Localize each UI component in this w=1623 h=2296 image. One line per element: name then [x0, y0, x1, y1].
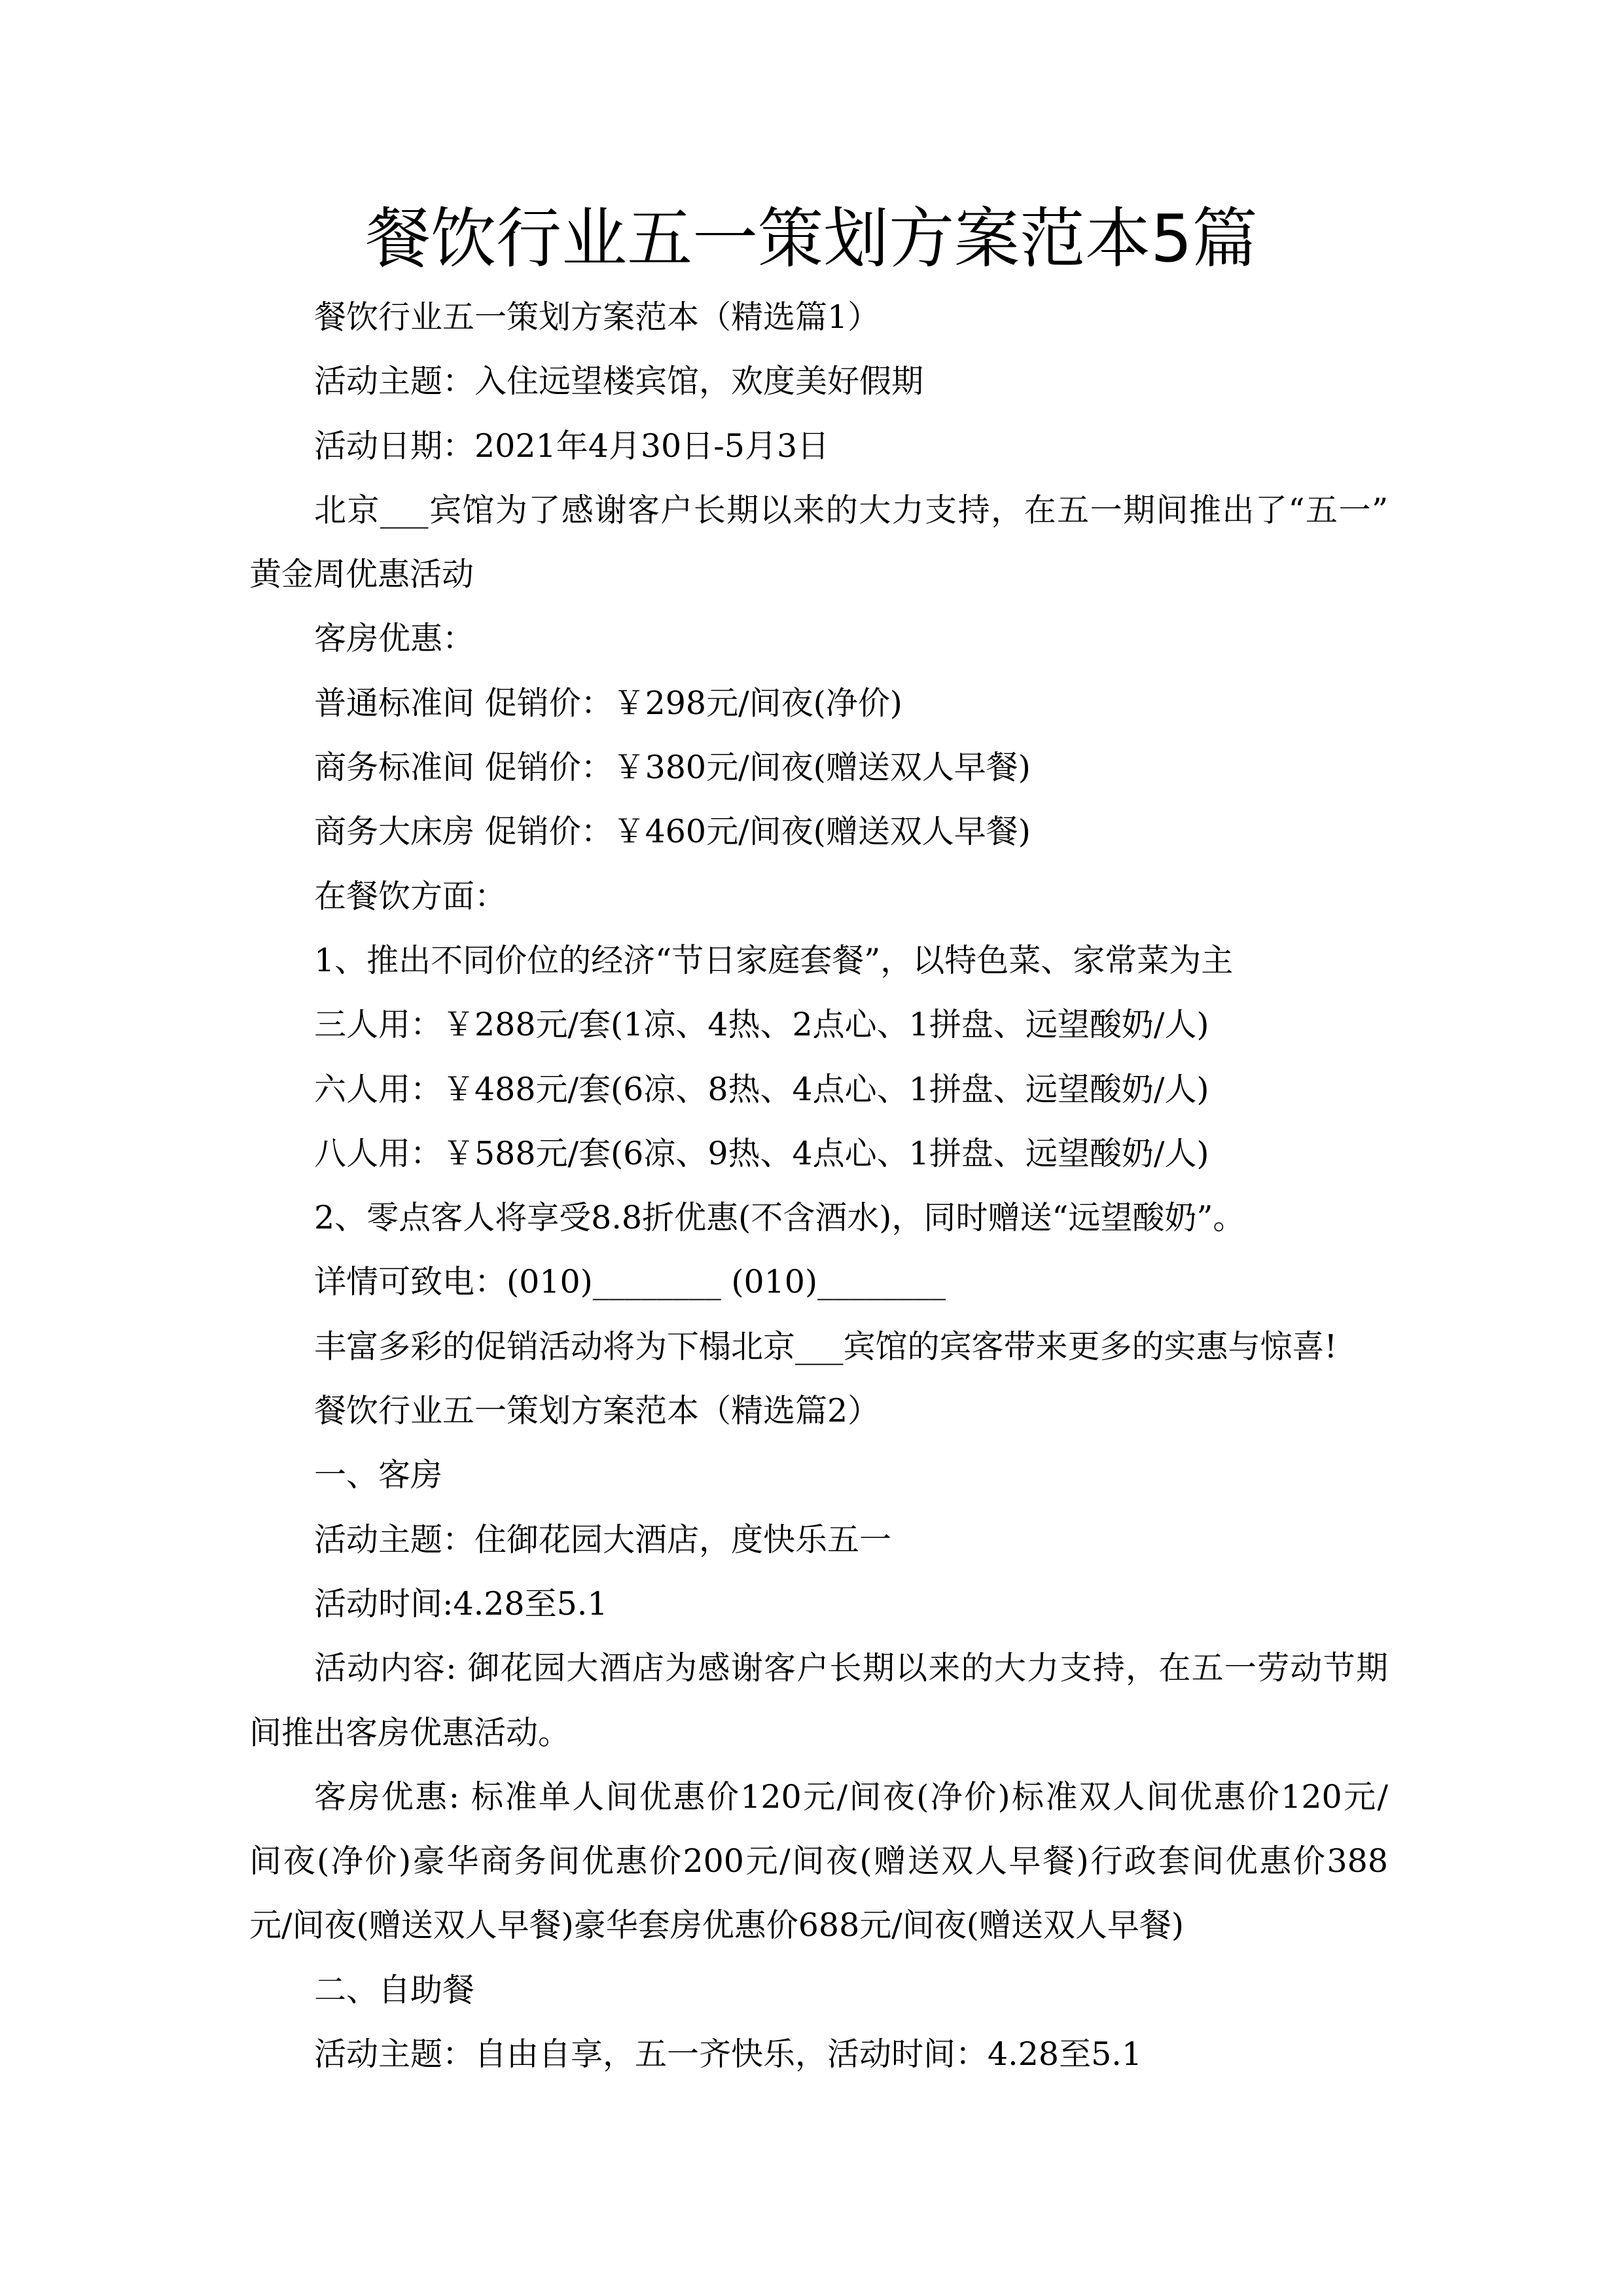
paragraph: [249, 1508, 1388, 1572]
paragraph-line: 三人用：￥288元/套(1凉、4热、2点心、1拼盘、远望酸奶/人): [314, 1006, 1209, 1044]
paragraph-line: 丰富多彩的促销活动将为下榻北京___宾馆的宾客带来更多的实惠与惊喜!: [314, 1327, 1338, 1365]
paragraph-line: 餐饮行业五一策划方案范本（精选篇2）: [314, 1392, 880, 1430]
paragraph-line: 活动日期：2021年4月30日-5月3日: [314, 427, 830, 465]
paragraph-line: 客房优惠: 标准单人间优惠价120元/间夜(净价)标准双人间优惠价120元/: [314, 1778, 1388, 1816]
document-title: 餐饮行业五一策划方案范本5篇: [365, 200, 1258, 277]
paragraph: [249, 414, 1388, 478]
paragraph: [249, 993, 1388, 1057]
paragraph-line: 间夜(净价)豪华商务间优惠价200元/间夜(赠送双人早餐)行政套间优惠价388: [249, 1842, 1388, 1880]
paragraph: [249, 607, 1388, 671]
paragraph-line: 八人用：￥588元/套(6凉、9热、4点心、1拼盘、远望酸奶/人): [314, 1134, 1209, 1172]
paragraph-line: 黄金周优惠活动: [249, 556, 474, 594]
paragraph-line: 1、推出不同价位的经济“节日家庭套餐”，以特色菜、家常菜为主: [314, 941, 1234, 979]
paragraph: [249, 1765, 1388, 1958]
paragraph-line: 活动主题：住御花园大酒店，度快乐五一: [314, 1520, 892, 1558]
paragraph-line: 2、零点客人将享受8.8折优惠(不含酒水)，同时赠送“远望酸奶”。: [314, 1199, 1245, 1237]
paragraph: [249, 800, 1388, 864]
paragraph-line: 活动主题：自由自享，五一齐快乐，活动时间：4.28至5.1: [314, 2036, 1143, 2073]
paragraph-line: 商务大床房 促销价：￥460元/间夜(赠送双人早餐): [314, 813, 1031, 851]
paragraph-line: 二、自助餐: [314, 1971, 475, 2009]
paragraph: [249, 285, 1388, 350]
paragraph-line: 在餐饮方面：: [314, 877, 507, 915]
paragraph: [249, 350, 1388, 414]
paragraph: [249, 1122, 1388, 1186]
paragraph: [249, 1315, 1388, 1379]
paragraph-line: 活动主题：入住远望楼宾馆，欢度美好假期: [314, 363, 924, 401]
paragraph-line: 客房优惠：: [314, 620, 475, 658]
paragraph: [249, 2022, 1388, 2087]
paragraph-line: 活动内容: 御花园大酒店为感谢客户长期以来的大力支持，在五一劳动节期: [314, 1649, 1388, 1687]
paragraph: [249, 1379, 1388, 1443]
paragraph-line: 商务标准间 促销价：￥380元/间夜(赠送双人早餐): [314, 749, 1031, 787]
paragraph: [249, 1058, 1388, 1122]
paragraph: [249, 672, 1388, 736]
paragraph: [249, 1250, 1388, 1314]
paragraph: [249, 1572, 1388, 1636]
paragraph-line: 活动时间:4.28至5.1: [314, 1585, 608, 1623]
paragraph: [249, 929, 1388, 993]
paragraph-line: 元/间夜(赠送双人早餐)豪华套房优惠价688元/间夜(赠送双人早餐): [249, 1907, 1185, 1945]
paragraph: [249, 865, 1388, 929]
paragraph-line: 北京___宾馆为了感谢客户长期以来的大力支持，在五一期间推出了“五一”: [314, 491, 1388, 529]
paragraph-line: 间推出客房优惠活动。: [249, 1713, 571, 1751]
paragraph: [249, 1443, 1388, 1507]
paragraph-line: 六人用：￥488元/套(6凉、8热、4点心、1拼盘、远望酸奶/人): [314, 1070, 1209, 1108]
document-body: [249, 285, 1388, 2087]
paragraph-line: 餐饮行业五一策划方案范本（精选篇1）: [314, 298, 880, 336]
paragraph: [249, 1636, 1388, 1765]
paragraph-line: 普通标准间 促销价：￥298元/间夜(净价): [314, 684, 902, 722]
paragraph: [249, 478, 1388, 607]
paragraph-line: 一、客房: [314, 1456, 443, 1494]
paragraph-line: 详情可致电：(010)________ (010)________: [314, 1263, 946, 1301]
paragraph: [249, 1958, 1388, 2022]
paragraph: [249, 1186, 1388, 1250]
paragraph: [249, 736, 1388, 800]
